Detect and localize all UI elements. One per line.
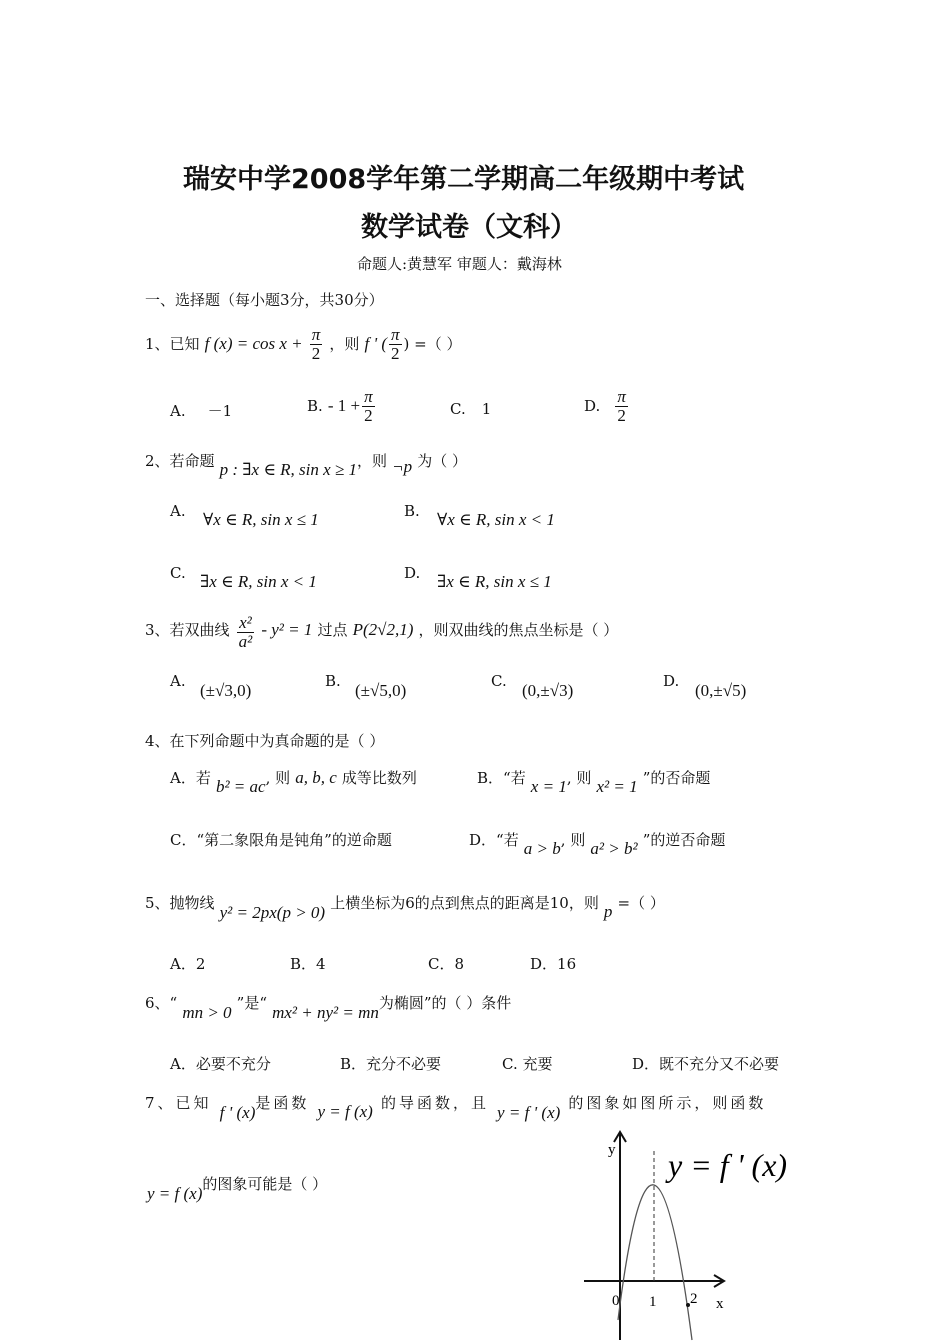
exam-authors: 命题人:黄慧军 审题人：戴海林 — [357, 255, 562, 273]
q4-option-a: A．若 b² = ac, 则 a, b, c 成等比数列 — [170, 768, 417, 796]
question-7-cont: y = f (x)的图象可能是（ ） — [147, 1175, 328, 1203]
q3-option-b-label: B. — [325, 672, 341, 690]
q2-option-c: ∃x ∈ R, sin x < 1 — [200, 572, 317, 591]
q3-option-d: (0,±√5) — [695, 681, 747, 700]
parabola-curve — [618, 1185, 692, 1340]
q3-option-b: (±√5,0) — [355, 681, 407, 700]
q5-option-c: C．8 — [428, 955, 465, 973]
question-4: 4、在下列命题中为真命题的是（ ） — [145, 732, 385, 750]
question-6: 6、“ mn > 0 ”是“ mx² + ny² = mn为椭圆”的（ ）条件 — [145, 994, 512, 1022]
q6-option-a: A．必要不充分 — [170, 1055, 271, 1073]
question-5: 5、抛物线 y² = 2px(p > 0) 上横坐标为6的点到焦点的距离是10，则 p =（ ） — [145, 894, 665, 922]
function-label: y = f ' (x) — [668, 1147, 788, 1183]
section-heading: 一、选择题（每小题3分，共30分） — [145, 291, 384, 309]
q4-option-c: C．“第二象限角是钝角”的逆命题 — [170, 831, 392, 849]
q6-option-c: C. 充要 — [502, 1055, 553, 1073]
derivative-graph — [570, 1120, 788, 1344]
q5-option-a: A．2 — [170, 955, 206, 973]
x-axis-label: x — [716, 1296, 724, 1312]
question-2: 2、若命题 p : ∃x ∈ R, sin x ≥ 1，则 ¬p 为（ ） — [145, 452, 467, 479]
origin-label: 0 — [612, 1293, 620, 1309]
q2-option-d-label: D. — [404, 564, 421, 582]
q2-option-b-label: B. — [404, 502, 420, 520]
q2-option-c-label: C. — [170, 564, 186, 582]
q5-option-b: B．4 — [290, 955, 326, 973]
q4-option-b: B．“若 x = 1, 则 x² = 1 ”的否命题 — [477, 769, 711, 796]
q3-option-a: (±√3,0) — [200, 681, 252, 700]
exam-title: 瑞安中学2008学年第二学期高二年级期中考试 — [183, 164, 745, 195]
question-3: 3、若双曲线 $\frac{\text{x²}}{\text{a²}}$ - y² = 1 过点 P(2√2,1) ，则双曲线的焦点坐标是（ ） — [145, 613, 619, 651]
q1-option-b: B. - 1 + $\frac{\pi}{2}$ — [307, 387, 373, 425]
q3-option-c-label: C. — [491, 672, 507, 690]
q2-option-b: ∀x ∈ R, sin x < 1 — [437, 510, 555, 529]
question-1: 1、已知 f (x) = cos x + $\frac{\pi}{2}$ ，则 f ' ( $\frac{\pi}{2}$ ) =（ ） — [145, 325, 462, 363]
q2-option-d: ∃x ∈ R, sin x ≤ 1 — [437, 572, 552, 591]
q3-option-c: (0,±√3) — [522, 681, 574, 700]
q6-option-d: D．既不充分又不必要 — [632, 1055, 780, 1073]
q3-option-a-label: A. — [170, 672, 186, 690]
y-axis-label: y — [608, 1142, 616, 1158]
exam-subtitle: 数学试卷（文科） — [361, 212, 577, 243]
q1-option-d: D. $\frac{\pi}{2}$ — [584, 387, 626, 425]
q2-option-a-label: A. — [170, 502, 186, 520]
q6-option-b: B．充分不必要 — [340, 1055, 442, 1073]
tick-1-label: 1 — [649, 1294, 657, 1310]
question-7: 7、已知 f ' (x)是函数 y = f (x) 的导函数，且 y = f ' (x) 的图象如图所示，则函数 — [145, 1094, 767, 1122]
q1-option-c: C. 1 — [450, 400, 492, 418]
q1-option-a: A. －1 — [170, 402, 233, 420]
q4-option-d: D．“若 a > b, 则 a² > b² ”的逆否命题 — [469, 831, 726, 858]
q2-option-a: ∀x ∈ R, sin x ≤ 1 — [203, 510, 319, 529]
tick-2-label: 2 — [690, 1291, 698, 1307]
q3-option-d-label: D. — [663, 672, 680, 690]
q5-option-d: D．16 — [530, 955, 577, 973]
